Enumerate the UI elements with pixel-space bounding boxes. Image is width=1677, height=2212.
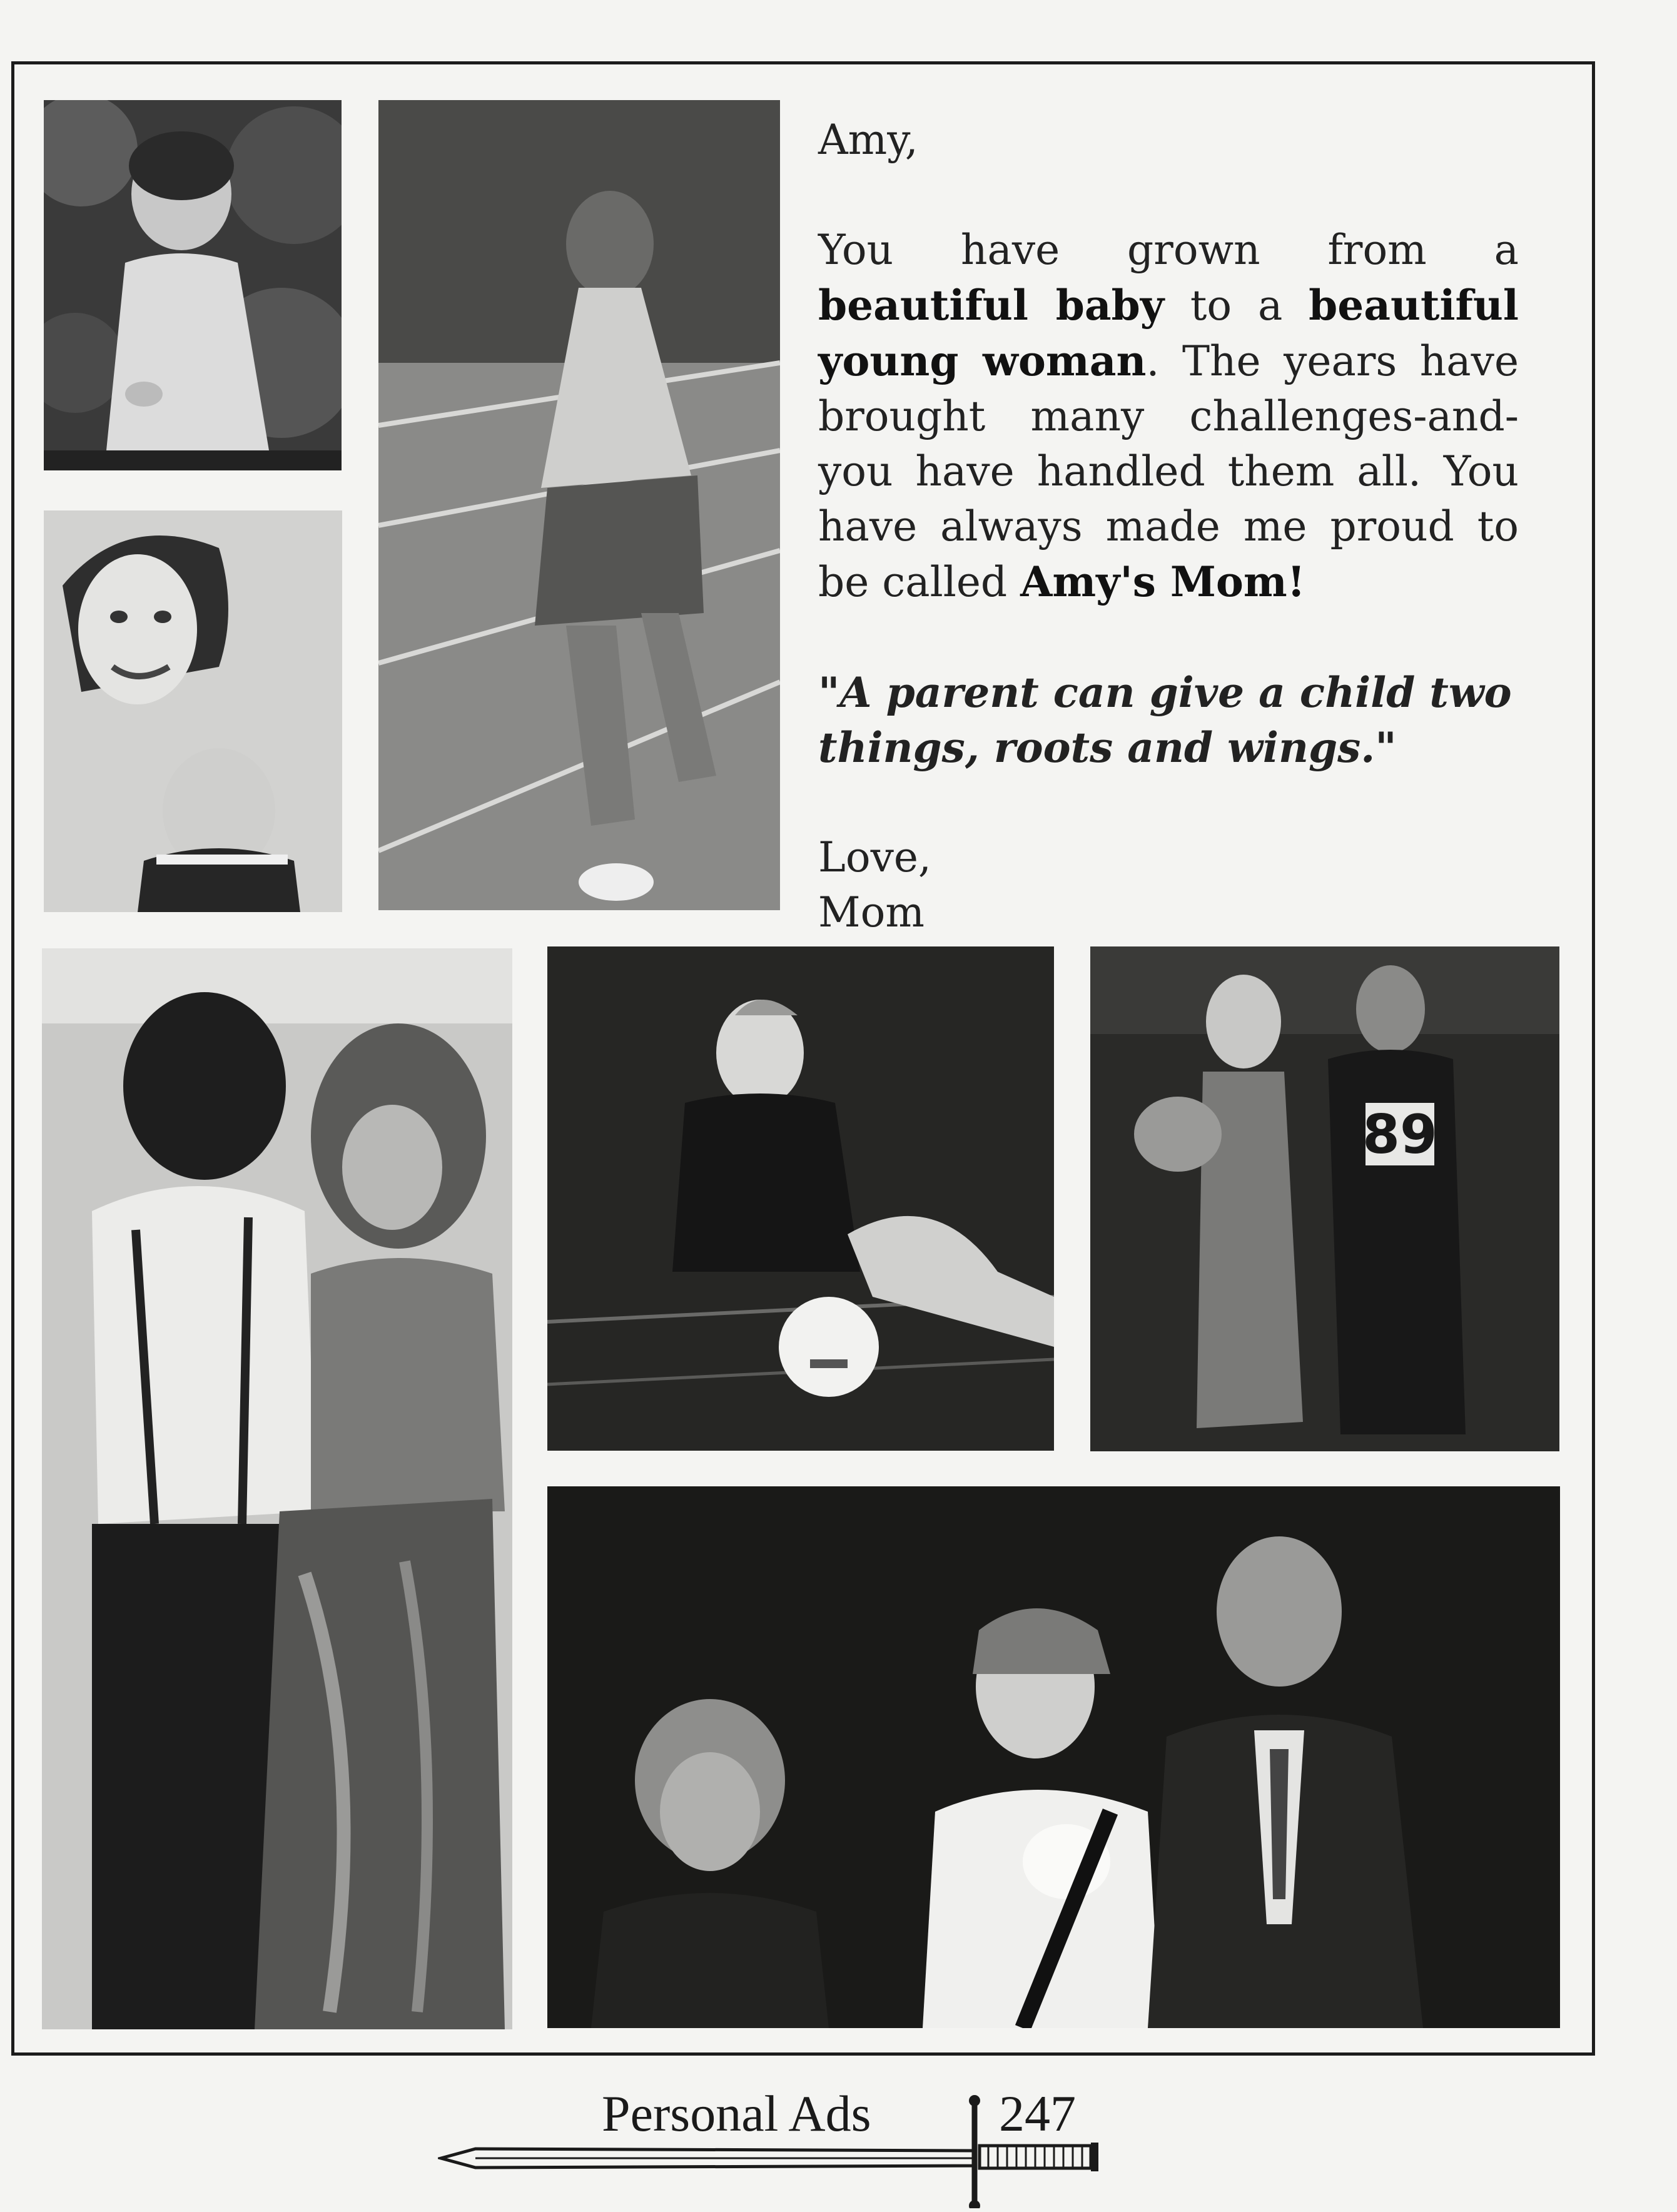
bold-phrase-3: Amy's Mom! [1020,557,1305,606]
bold-phrase-2: beautiful young woman [818,281,1519,385]
page-footer [0,2071,1677,2212]
parents-escort-photo [547,1486,1560,2028]
letter-body [818,278,1519,610]
mother-with-infant-photo [44,510,342,912]
letter-signature: Mom [818,888,925,936]
svg-text:89: 89 [1362,1103,1437,1166]
letter-text [818,113,1519,940]
bold-phrase-1: beautiful baby [818,281,1165,330]
volleyball-portrait-photo [547,946,1054,1451]
track-runner-photo [378,100,780,910]
letter-quote: "A parent can give a child two things, roots and wings." [818,668,1512,772]
section-title: Personal Ads [602,2085,871,2142]
letter-line-1: You have grown from a [818,226,1519,274]
baby-photo [44,100,342,470]
page-number: 247 [999,2085,1076,2142]
letter-closing: Love, [818,833,931,881]
body-text-2: . The years have brought many challenges-and-you have handled them all. You have always made me proud to be called [818,337,1519,606]
body-text-1: to a [1164,282,1309,330]
homecoming-escort-photo [1090,946,1559,1451]
dance-couple-photo [42,948,512,2029]
letter-greeting: Amy, [818,116,918,164]
